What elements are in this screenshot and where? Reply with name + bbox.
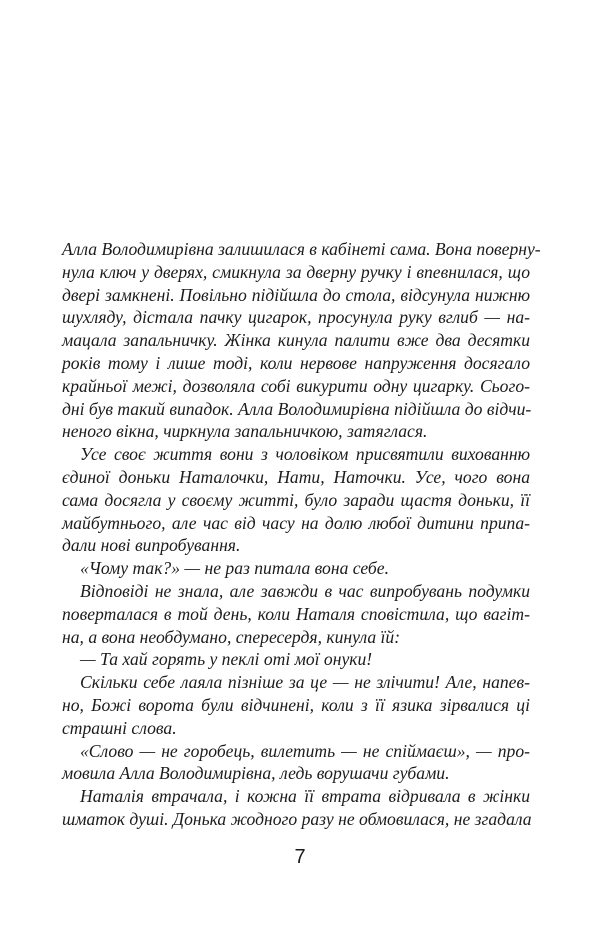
text-line: двері замкнені. Повільно підійшла до стола, відсунула нижню <box>62 284 530 305</box>
text-line: на, а вона необдумано, спересердя, кинула їй: <box>62 626 401 647</box>
text-line: єдиної доньки Наталочки, Нати, Наточки. Усе, чого вона <box>62 466 530 487</box>
paragraph <box>62 557 530 580</box>
paragraph <box>62 671 530 739</box>
text-line: поверталася в той день, коли Наталя сповістила, що вагіт- <box>62 603 530 624</box>
text-line: Відповіді не знала, але завжди в час випробувань подумки <box>80 580 530 601</box>
text-line: но, Божі ворота були відчинені, коли з її язика зірвалися ці <box>62 694 530 715</box>
text-line: Алла Володимирівна залишилася в кабінеті сама. Вона поверну- <box>62 239 541 259</box>
text-line: крайньої межі, дозволяла собі викурити одну цигарку. Сього- <box>62 375 530 396</box>
text-line: дали нові випробування. <box>62 535 241 556</box>
text-line: сама досягла у своєму житті, було заради щастя доньки, її <box>62 489 530 510</box>
paragraph <box>62 785 530 831</box>
paragraph <box>62 580 530 648</box>
text-line: шухляду, дістала пачку цигарок, просунула руку вглиб — на- <box>62 307 530 328</box>
text-line: майбутнього, але час від часу на долю любої дитини припа- <box>62 512 530 533</box>
text-line: мацала запальничку. Жінка кинула палити вже два десятки <box>62 330 530 351</box>
text-line: «Слово — не горобець, вилетить — не спіймаєш», — про- <box>80 740 530 761</box>
text-line: Наталія втрачала, і кожна її втрата відривала в жінки <box>80 786 530 807</box>
text-line: Скільки себе лаяла пізніше за це — не злічити! Але, напев- <box>80 672 530 693</box>
text-line: мовила Алла Володимирівна, ледь ворушачи губами. <box>62 763 450 784</box>
text-line: дні був такий випадок. Алла Володимирівна підійшла до відчи- <box>62 398 532 419</box>
text-line: — Та хай горять у пеклі оті мої онуки! <box>80 649 373 670</box>
text-line: років тому і лише тоді, коли нервове напруження досягало <box>62 352 530 373</box>
text-line: шматок душі. Донька жодного разу не обмовилася, не згадала <box>62 808 532 829</box>
paragraph <box>62 740 530 786</box>
paragraph <box>62 238 541 443</box>
page-number: 7 <box>294 846 306 868</box>
body-text <box>62 238 541 831</box>
paragraph <box>62 443 530 557</box>
text-line: нула ключ у дверях, смикнула за дверну ручку і впевнилася, що <box>62 261 530 282</box>
text-line: неного вікна, чиркнула запальничкою, затяглася. <box>62 421 428 442</box>
text-line: страшні слова. <box>62 717 177 738</box>
text-line: Усе своє життя вони з чоловіком присвятили вихованню <box>80 444 530 465</box>
text-line: «Чому так?» — не раз питала вона себе. <box>80 558 389 579</box>
paragraph <box>62 648 530 671</box>
